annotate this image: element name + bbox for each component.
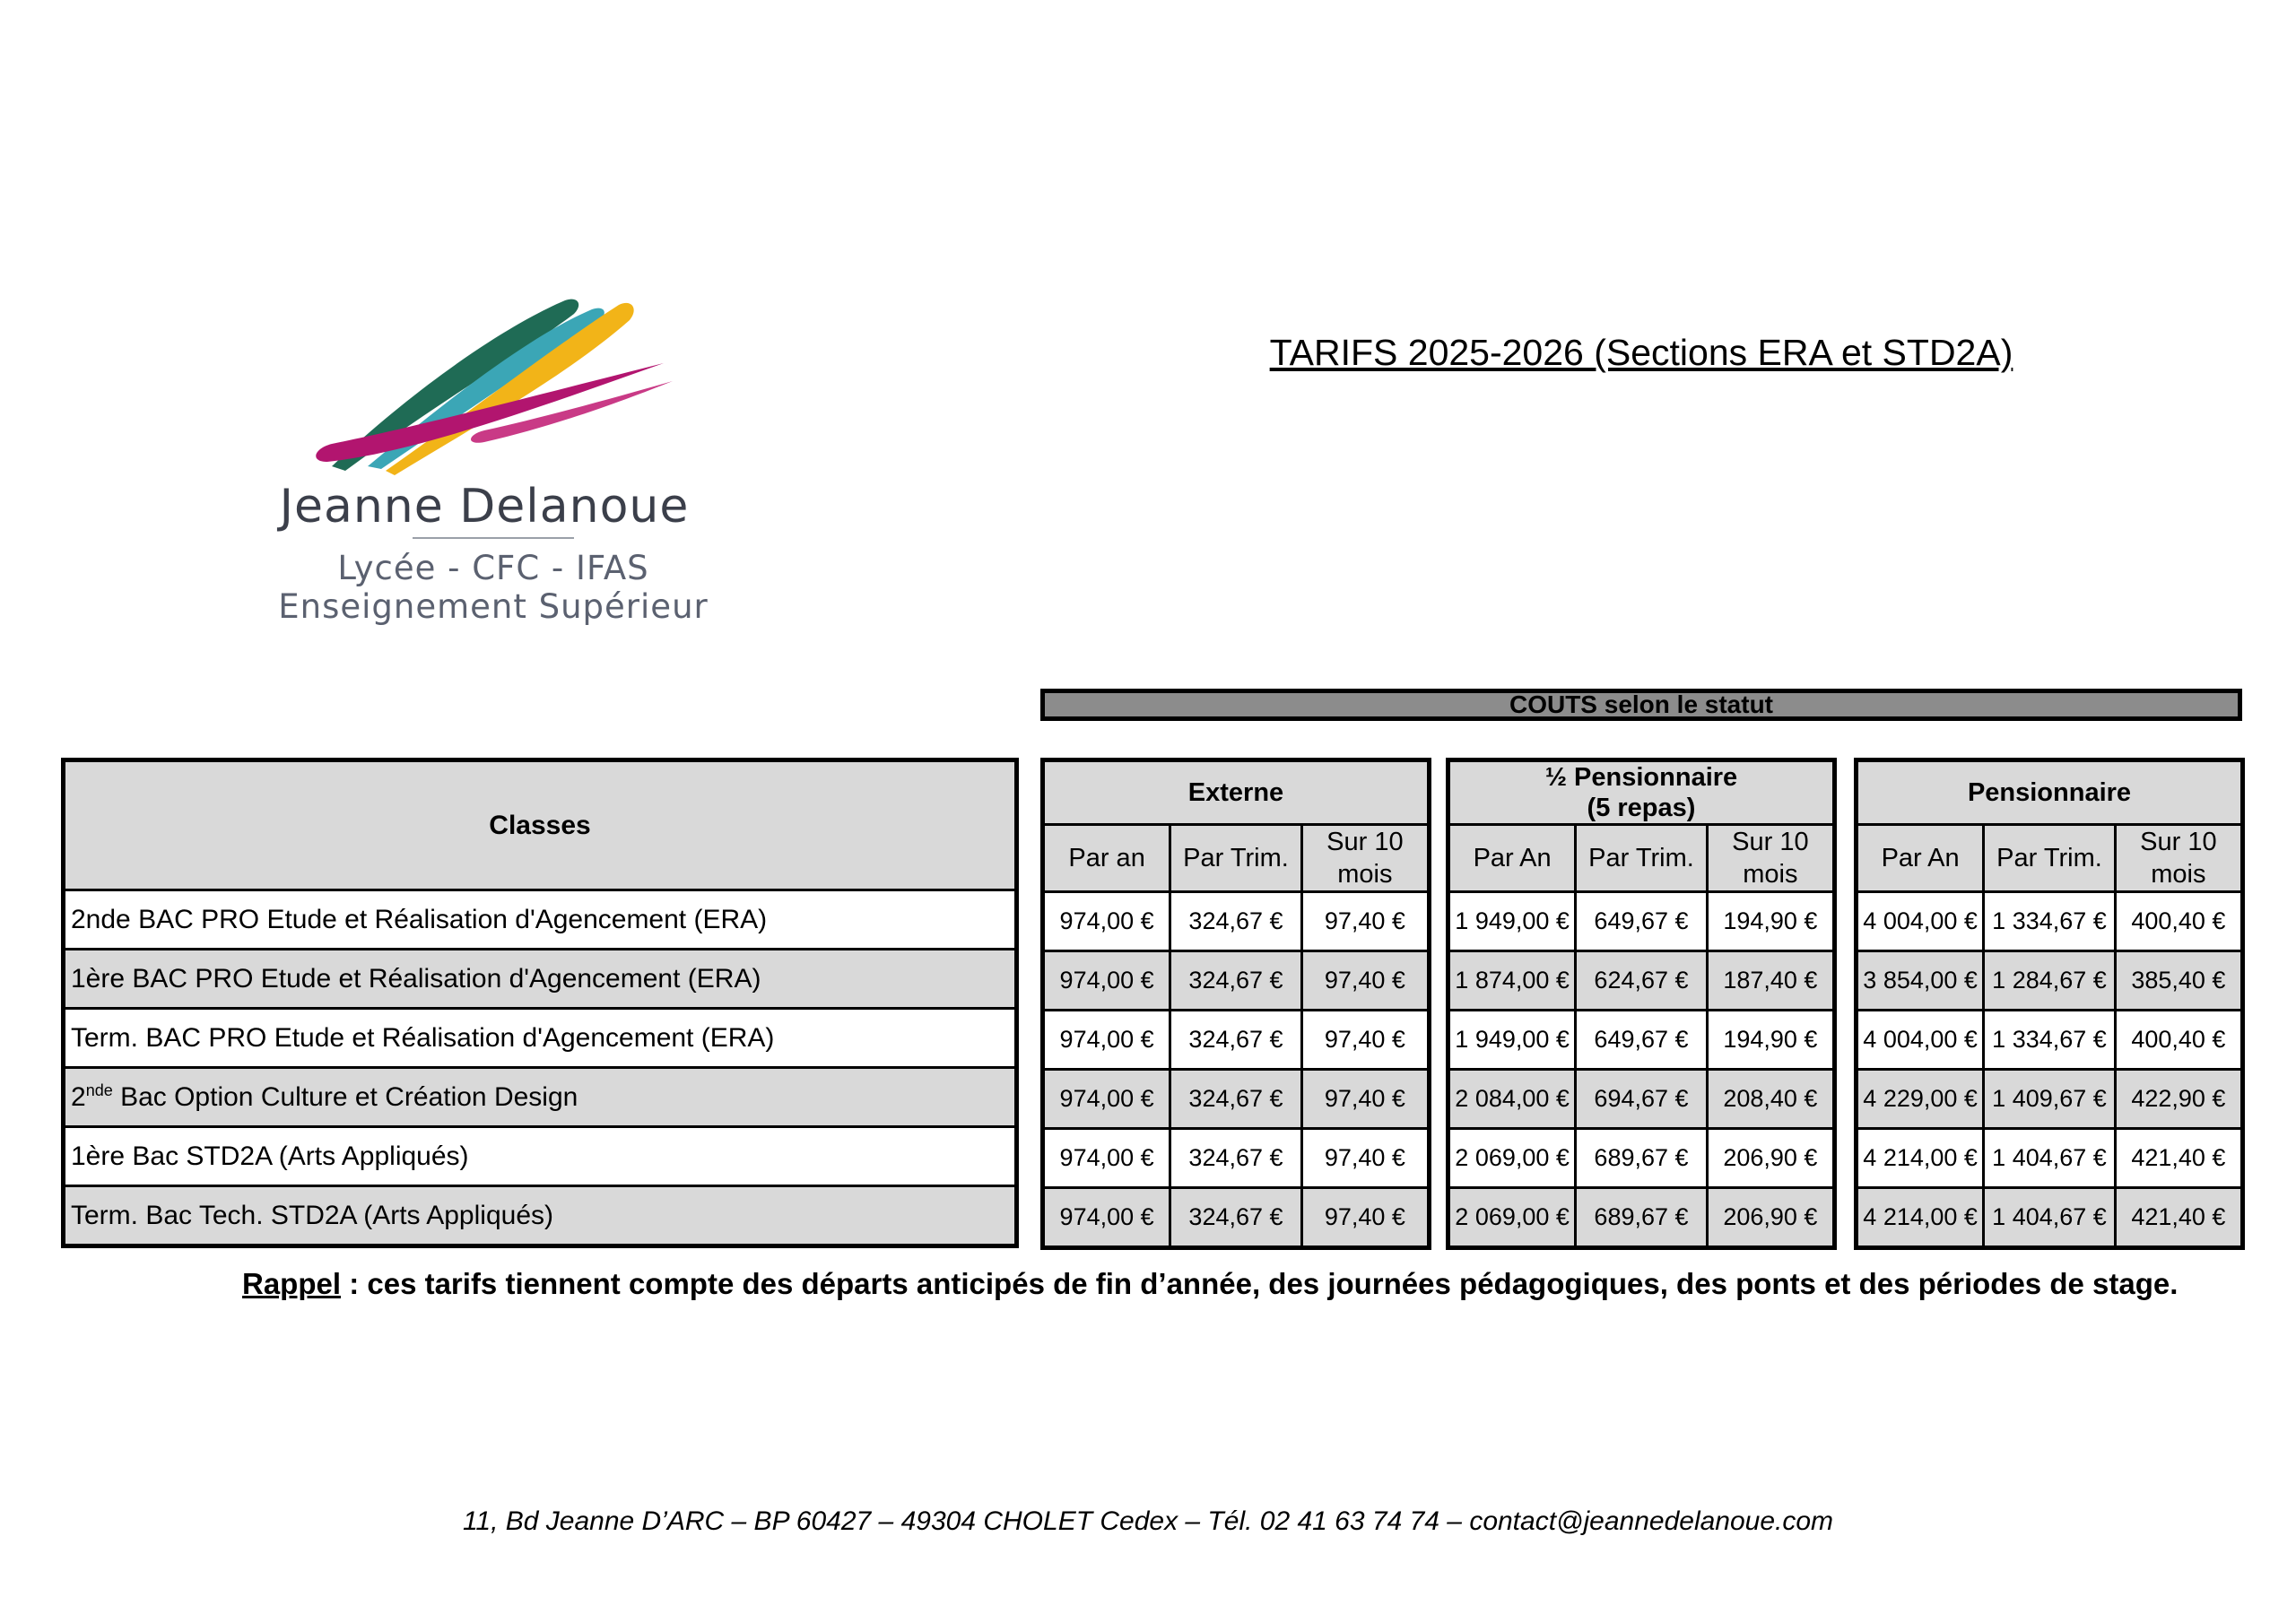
- class-row-superscript: nde: [85, 1081, 113, 1099]
- price-cell: 97,40 €: [1301, 951, 1429, 1011]
- price-cell: 4 214,00 €: [1857, 1188, 1984, 1248]
- externe-title: Externe: [1187, 778, 1284, 807]
- table-row: [1448, 951, 1835, 1011]
- demi-pensionnaire-header: [1448, 760, 1835, 825]
- class-row: Term. Bac Tech. STD2A (Arts Appliqués): [64, 1186, 1017, 1246]
- table-row: [1043, 1011, 1430, 1070]
- price-cell: 4 229,00 €: [1857, 1070, 1984, 1129]
- footer-address: 11, Bd Jeanne D’ARC – BP 60427 – 49304 CHOLET Cedex – Tél. 02 41 63 74 74 – contact@jeannedelanoue.com: [462, 1506, 1834, 1536]
- table-row: [1448, 1070, 1835, 1129]
- price-cell: 1 949,00 €: [1448, 892, 1576, 951]
- price-cell: 1 404,67 €: [1984, 1188, 2116, 1248]
- table-row: [1857, 1129, 2243, 1188]
- price-cell: 1 409,67 €: [1984, 1070, 2116, 1129]
- class-row: 2nde BAC PRO Etude et Réalisation d'Agencement (ERA): [64, 890, 1017, 950]
- classes-header: Classes: [64, 760, 1017, 890]
- demi-subtitle: (5 repas): [1587, 794, 1696, 822]
- table-row: [1043, 1070, 1430, 1129]
- price-cell: 208,40 €: [1707, 1070, 1834, 1129]
- table-row: [1043, 1188, 1430, 1248]
- table-row: [1043, 892, 1430, 951]
- price-cell: 194,90 €: [1707, 1011, 1834, 1070]
- price-cell: 974,00 €: [1043, 1188, 1170, 1248]
- price-cell: 324,67 €: [1170, 892, 1302, 951]
- price-cell: 421,40 €: [2115, 1129, 2242, 1188]
- pensionnaire-header: [1857, 760, 2243, 825]
- price-cell: 2 069,00 €: [1448, 1188, 1576, 1248]
- school-logo: [260, 291, 726, 632]
- pensionnaire-table: [1854, 758, 2245, 1250]
- logo-name: Jeanne Delanoue: [279, 480, 690, 534]
- class-row: 1ère BAC PRO Etude et Réalisation d'Agencement (ERA): [64, 950, 1017, 1009]
- col-par-an: Par An: [1448, 825, 1576, 892]
- demi-title: ½ Pensionnaire: [1544, 763, 1738, 792]
- table-row: [1857, 951, 2243, 1011]
- rappel-label: Rappel: [242, 1267, 342, 1300]
- price-cell: 324,67 €: [1170, 1070, 1302, 1129]
- price-cell: 324,67 €: [1170, 951, 1302, 1011]
- price-cell: 3 854,00 €: [1857, 951, 1984, 1011]
- price-cell: 2 069,00 €: [1448, 1129, 1576, 1188]
- externe-header: [1043, 760, 1430, 825]
- class-row-rest: Bac Option Culture et Création Design: [112, 1082, 578, 1112]
- demi-pensionnaire-table: [1446, 758, 1837, 1250]
- couts-header: COUTS selon le statut: [1040, 689, 2242, 721]
- col-sur-10-mois: Sur 10 mois: [1707, 825, 1834, 892]
- price-cell: 624,67 €: [1576, 951, 1708, 1011]
- price-cell: 974,00 €: [1043, 951, 1170, 1011]
- price-cell: 689,67 €: [1576, 1188, 1708, 1248]
- price-cell: 694,67 €: [1576, 1070, 1708, 1129]
- price-cell: 4 004,00 €: [1857, 892, 1984, 951]
- price-cell: 194,90 €: [1707, 892, 1834, 951]
- price-cell: 974,00 €: [1043, 892, 1170, 951]
- price-cell: 97,40 €: [1301, 1011, 1429, 1070]
- price-cell: 689,67 €: [1576, 1129, 1708, 1188]
- price-cell: 1 949,00 €: [1448, 1011, 1576, 1070]
- table-row: [1857, 1188, 2243, 1248]
- table-row: [1043, 951, 1430, 1011]
- price-cell: 1 404,67 €: [1984, 1129, 2116, 1188]
- price-cell: 1 284,67 €: [1984, 951, 2116, 1011]
- col-par-trim: Par Trim.: [1170, 825, 1302, 892]
- rappel-note: [242, 1267, 2251, 1301]
- class-row: 1ère Bac STD2A (Arts Appliqués): [64, 1127, 1017, 1186]
- price-cell: 187,40 €: [1707, 951, 1834, 1011]
- price-cell: 97,40 €: [1301, 1129, 1429, 1188]
- price-cell: 97,40 €: [1301, 1070, 1429, 1129]
- price-cell: 400,40 €: [2115, 892, 2242, 951]
- col-par-an: Par An: [1857, 825, 1984, 892]
- rappel-text: : ces tarifs tiennent compte des départs anticipés de fin d’année, des journées pédagogiques, des ponts et des périodes de stage.: [341, 1267, 2179, 1300]
- table-row: [1448, 1188, 1835, 1248]
- price-cell: 974,00 €: [1043, 1011, 1170, 1070]
- price-cell: 1 334,67 €: [1984, 1011, 2116, 1070]
- col-par-trim: Par Trim.: [1576, 825, 1708, 892]
- price-cell: 2 084,00 €: [1448, 1070, 1576, 1129]
- price-cell: 974,00 €: [1043, 1129, 1170, 1188]
- price-cell: 649,67 €: [1576, 1011, 1708, 1070]
- price-cell: 324,67 €: [1170, 1011, 1302, 1070]
- price-cell: 97,40 €: [1301, 1188, 1429, 1248]
- price-cell: 400,40 €: [2115, 1011, 2242, 1070]
- class-row: Term. BAC PRO Etude et Réalisation d'Agencement (ERA): [64, 1009, 1017, 1068]
- price-cell: 974,00 €: [1043, 1070, 1170, 1129]
- price-cell: 324,67 €: [1170, 1188, 1302, 1248]
- logo-brush-strokes-icon: [305, 291, 682, 480]
- price-cell: 1 874,00 €: [1448, 951, 1576, 1011]
- price-cell: 206,90 €: [1707, 1129, 1834, 1188]
- col-sur-10-mois: Sur 10 mois: [2115, 825, 2242, 892]
- class-row-prefix: 2: [71, 1082, 86, 1112]
- price-cell: 4 004,00 €: [1857, 1011, 1984, 1070]
- logo-subtitle-2: Enseignement Supérieur: [278, 587, 709, 626]
- table-row: [1857, 1011, 2243, 1070]
- table-row: [1043, 1129, 1430, 1188]
- price-cell: 649,67 €: [1576, 892, 1708, 951]
- class-row: [64, 1068, 1017, 1127]
- externe-table: [1040, 758, 1431, 1250]
- logo-subtitle-1: Lycée - CFC - IFAS: [337, 549, 649, 587]
- col-par-trim: Par Trim.: [1984, 825, 2116, 892]
- table-row: [1857, 892, 2243, 951]
- price-cell: 385,40 €: [2115, 951, 2242, 1011]
- price-cell: 324,67 €: [1170, 1129, 1302, 1188]
- table-row: [1448, 1129, 1835, 1188]
- table-row: [1448, 1011, 1835, 1070]
- col-par-an: Par an: [1043, 825, 1170, 892]
- price-cell: 206,90 €: [1707, 1188, 1834, 1248]
- price-cell: 4 214,00 €: [1857, 1129, 1984, 1188]
- col-sur-10-mois: Sur 10 mois: [1301, 825, 1429, 892]
- classes-table: [61, 758, 1019, 1248]
- price-cell: 1 334,67 €: [1984, 892, 2116, 951]
- price-cell: 422,90 €: [2115, 1070, 2242, 1129]
- table-row: [1448, 892, 1835, 951]
- document-title: TARIFS 2025-2026 (Sections ERA et STD2A): [1269, 332, 2013, 373]
- pensionnaire-title: Pensionnaire: [1967, 778, 2132, 807]
- price-cell: 421,40 €: [2115, 1188, 2242, 1248]
- logo-divider: [413, 537, 574, 539]
- price-cell: 97,40 €: [1301, 892, 1429, 951]
- table-row: [1857, 1070, 2243, 1129]
